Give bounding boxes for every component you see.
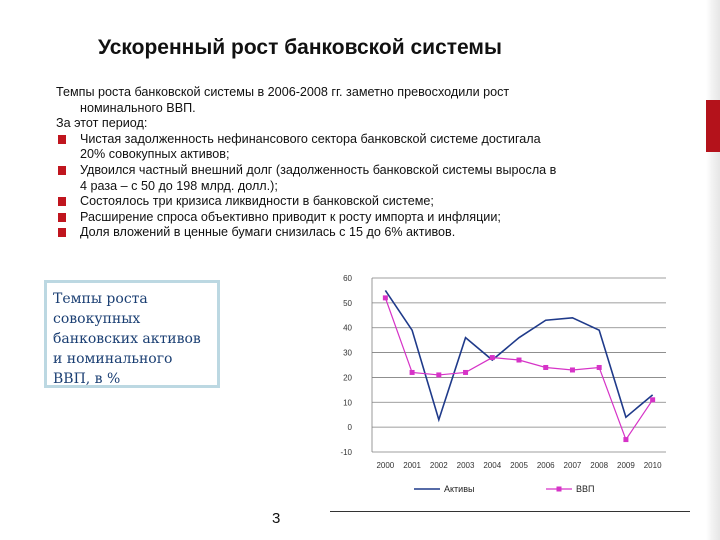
legend-marker xyxy=(557,487,562,492)
series-point xyxy=(490,355,495,360)
caption-line: Темпы роста xyxy=(53,291,148,307)
line-chart-svg xyxy=(326,268,686,498)
series-point xyxy=(650,397,655,402)
bullet-item xyxy=(56,210,656,226)
series-line-0 xyxy=(385,290,652,419)
bullet-item xyxy=(56,132,656,163)
bullet-square-icon xyxy=(58,135,66,144)
x-tick-label: 2001 xyxy=(403,461,421,470)
x-tick-label: 2009 xyxy=(617,461,635,470)
bullet-item xyxy=(56,163,656,194)
legend-label: ВВП xyxy=(576,484,595,494)
y-tick-label: 10 xyxy=(343,398,352,408)
bullet-text-line1: Удвоился частный внешний долг (задолженность банковской системы выросла в xyxy=(80,162,557,177)
bullet-text-line1: Расширение спроса объективно приводит к росту импорта и инфляции; xyxy=(80,209,501,224)
y-tick-label: -10 xyxy=(340,448,352,457)
chart-caption-box xyxy=(44,280,220,388)
y-tick-label: 40 xyxy=(343,323,352,333)
x-tick-label: 2010 xyxy=(643,461,662,470)
line-chart xyxy=(326,268,686,518)
bullet-text-line1: Состоялось три кризиса ликвидности в банковской системе; xyxy=(80,194,434,209)
page-number: 3 xyxy=(272,510,281,527)
intro-line-1: Темпы роста банковской системы в 2006-2008 гг. заметно превосходили рост xyxy=(56,85,510,99)
x-tick-label: 2003 xyxy=(456,461,475,470)
y-tick-label: 30 xyxy=(343,348,352,358)
x-tick-label: 2002 xyxy=(429,461,448,470)
series-point xyxy=(383,295,388,300)
bullet-text-line2: 20% совокупных активов; xyxy=(80,147,230,162)
bullet-item xyxy=(56,194,656,210)
caption-line: и номинального xyxy=(53,351,173,367)
bullet-text-line1: Доля вложений в ценные бумаги снизилась с 15 до 6% активов. xyxy=(80,225,456,240)
bullet-square-icon xyxy=(58,228,66,237)
x-tick-label: 2005 xyxy=(510,461,528,470)
bullet-list xyxy=(56,132,656,241)
side-decoration xyxy=(706,0,720,540)
series-point xyxy=(570,367,575,372)
bullet-square-icon xyxy=(58,166,66,175)
y-tick-label: 20 xyxy=(343,373,352,383)
bullet-square-icon xyxy=(58,197,66,206)
y-tick-label: 60 xyxy=(343,274,352,283)
caption-line: совокупных xyxy=(53,311,141,327)
x-tick-label: 2006 xyxy=(536,461,555,470)
intro-paragraph xyxy=(56,85,656,116)
series-point xyxy=(517,358,522,363)
bullet-square-icon xyxy=(58,213,66,222)
bullet-item xyxy=(56,225,656,241)
series-point xyxy=(543,365,548,370)
caption-line: банковских активов xyxy=(53,331,201,347)
x-tick-label: 2004 xyxy=(483,461,502,470)
legend-label: Активы xyxy=(444,484,475,494)
caption-line: ВВП, в % xyxy=(53,371,121,387)
period-label: За этот период: xyxy=(56,116,148,131)
bullet-text-line1: Чистая задолженность нефинансового сектора банковской системе достигала xyxy=(80,131,541,146)
y-tick-label: 0 xyxy=(347,423,352,433)
bullet-text-line2: 4 раза – с 50 до 198 млрд. долл.); xyxy=(80,178,278,193)
footer-divider xyxy=(330,511,690,512)
series-point xyxy=(463,370,468,375)
intro-line-2: номинального ВВП. xyxy=(80,100,196,115)
y-tick-label: 50 xyxy=(343,298,352,308)
series-point xyxy=(623,437,628,442)
series-point xyxy=(436,372,441,377)
x-tick-label: 2008 xyxy=(590,461,609,470)
side-accent-tick xyxy=(706,100,720,152)
series-point xyxy=(410,370,415,375)
series-point xyxy=(597,365,602,370)
x-tick-label: 2000 xyxy=(376,461,395,470)
slide-title: Ускоренный рост банковской системы xyxy=(98,36,502,59)
series-line-1 xyxy=(385,298,652,440)
slide-body xyxy=(56,85,656,241)
x-tick-label: 2007 xyxy=(563,461,582,470)
